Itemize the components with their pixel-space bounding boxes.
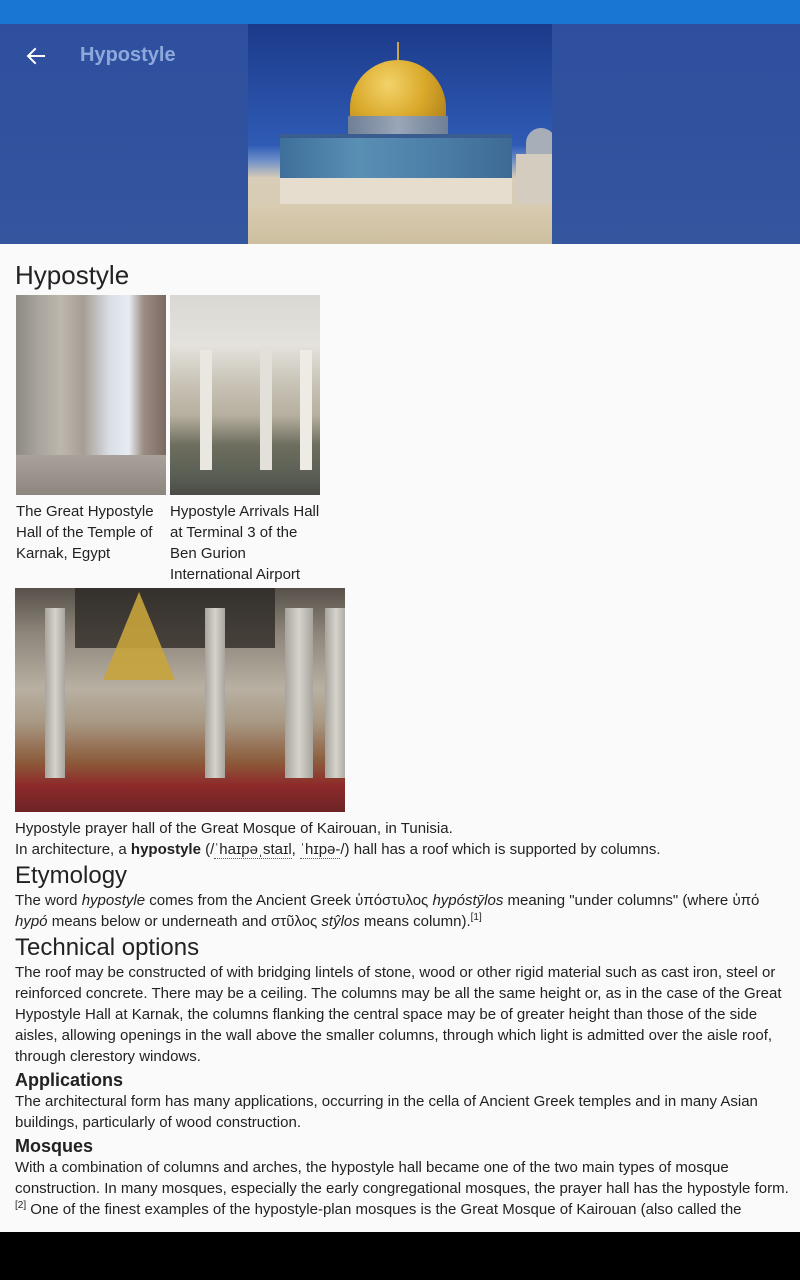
hero-small-dome <box>526 128 552 154</box>
gallery-caption: Hypostyle Arrivals Hall at Terminal 3 of the Ben Gurion International Airport <box>170 503 320 583</box>
arrow-left-icon <box>26 46 46 66</box>
hero-octagon <box>280 134 512 178</box>
term-bold: hypostyle <box>130 841 201 858</box>
hero-base <box>280 178 512 204</box>
navigation-bar <box>0 1232 800 1280</box>
section-heading-technical: Technical options <box>15 934 200 961</box>
reference-link[interactable]: [1] <box>470 912 482 923</box>
image-column <box>45 608 65 778</box>
image-chandelier <box>103 592 175 680</box>
main-image-caption: Hypostyle prayer hall of the Great Mosque of Kairouan, in Tunisia. <box>15 820 453 837</box>
back-button[interactable] <box>18 40 54 72</box>
kairouan-mosque-image[interactable] <box>15 588 345 812</box>
hero-small-building <box>516 154 552 204</box>
image-column <box>285 608 313 778</box>
section-heading-mosques: Mosques <box>15 1136 94 1156</box>
karnak-image[interactable] <box>16 295 166 495</box>
app-bar <box>0 24 800 244</box>
airport-image[interactable] <box>170 295 320 495</box>
gallery-item-karnak <box>16 295 166 585</box>
intro-paragraph: In architecture, a hypostyle (/ˈhaɪpəˌstaɪl, ˈhɪpə-/) hall has a roof which is supported by columns. <box>15 841 661 858</box>
gallery-item-airport <box>170 295 320 585</box>
ipa-pronunciation-alt[interactable]: ˈhɪpə- <box>300 841 341 858</box>
hero-image <box>248 24 552 244</box>
gallery-caption: The Great Hypostyle Hall of the Temple of Karnak, Egypt <box>16 503 154 562</box>
image-column <box>325 608 345 778</box>
ipa-pronunciation[interactable]: ˈhaɪpəˌstaɪl <box>214 841 292 858</box>
etymology-paragraph: The word hypostyle comes from the Ancient Greek ὑπόστυλος hypóstȳlos meaning "under columns" (where ὑπό hypó means below or underneath and στῦλος stŷlos means column).[1] <box>15 892 760 930</box>
image-column <box>205 608 225 778</box>
applications-paragraph: The architectural form has many applications, occurring in the cella of Ancient Greek temples and in many Asian buildings, particularly of wood construction. <box>15 1093 758 1131</box>
article-content[interactable] <box>0 244 800 1232</box>
image-gallery <box>16 295 790 585</box>
hero-spire <box>397 42 399 62</box>
mosques-paragraph: With a combination of columns and arches, the hypostyle hall became one of the two main types of mosque construction. In many mosques, especially the early congregational mosques, the prayer hall has the hypostyle form. [2] One of the finest examples of the hypostyle-plan mosques is the Great Mosque of Kairouan (also called the <box>15 1159 789 1218</box>
reference-link[interactable]: [2] <box>15 1200 27 1211</box>
section-heading-applications: Applications <box>15 1070 124 1090</box>
article-title: Hypostyle <box>15 260 130 290</box>
hero-ground <box>248 204 552 244</box>
status-bar <box>0 0 800 24</box>
hero-drum <box>348 116 448 136</box>
section-heading-etymology: Etymology <box>15 862 128 889</box>
app-bar-title: Hypostyle <box>80 44 176 66</box>
technical-paragraph: The roof may be constructed of with bridging lintels of stone, wood or other rigid material such as cast iron, steel or reinforced concrete. There may be a ceiling. The columns may be all the same height or, as in the case of the Great Hypostyle Hall at Karnak, the columns flanking the central space may be of greater height than those of the side aisles, allowing openings in the wall above the smaller columns, through which light is admitted over the aisle roof, through clerestory windows. <box>15 964 782 1065</box>
